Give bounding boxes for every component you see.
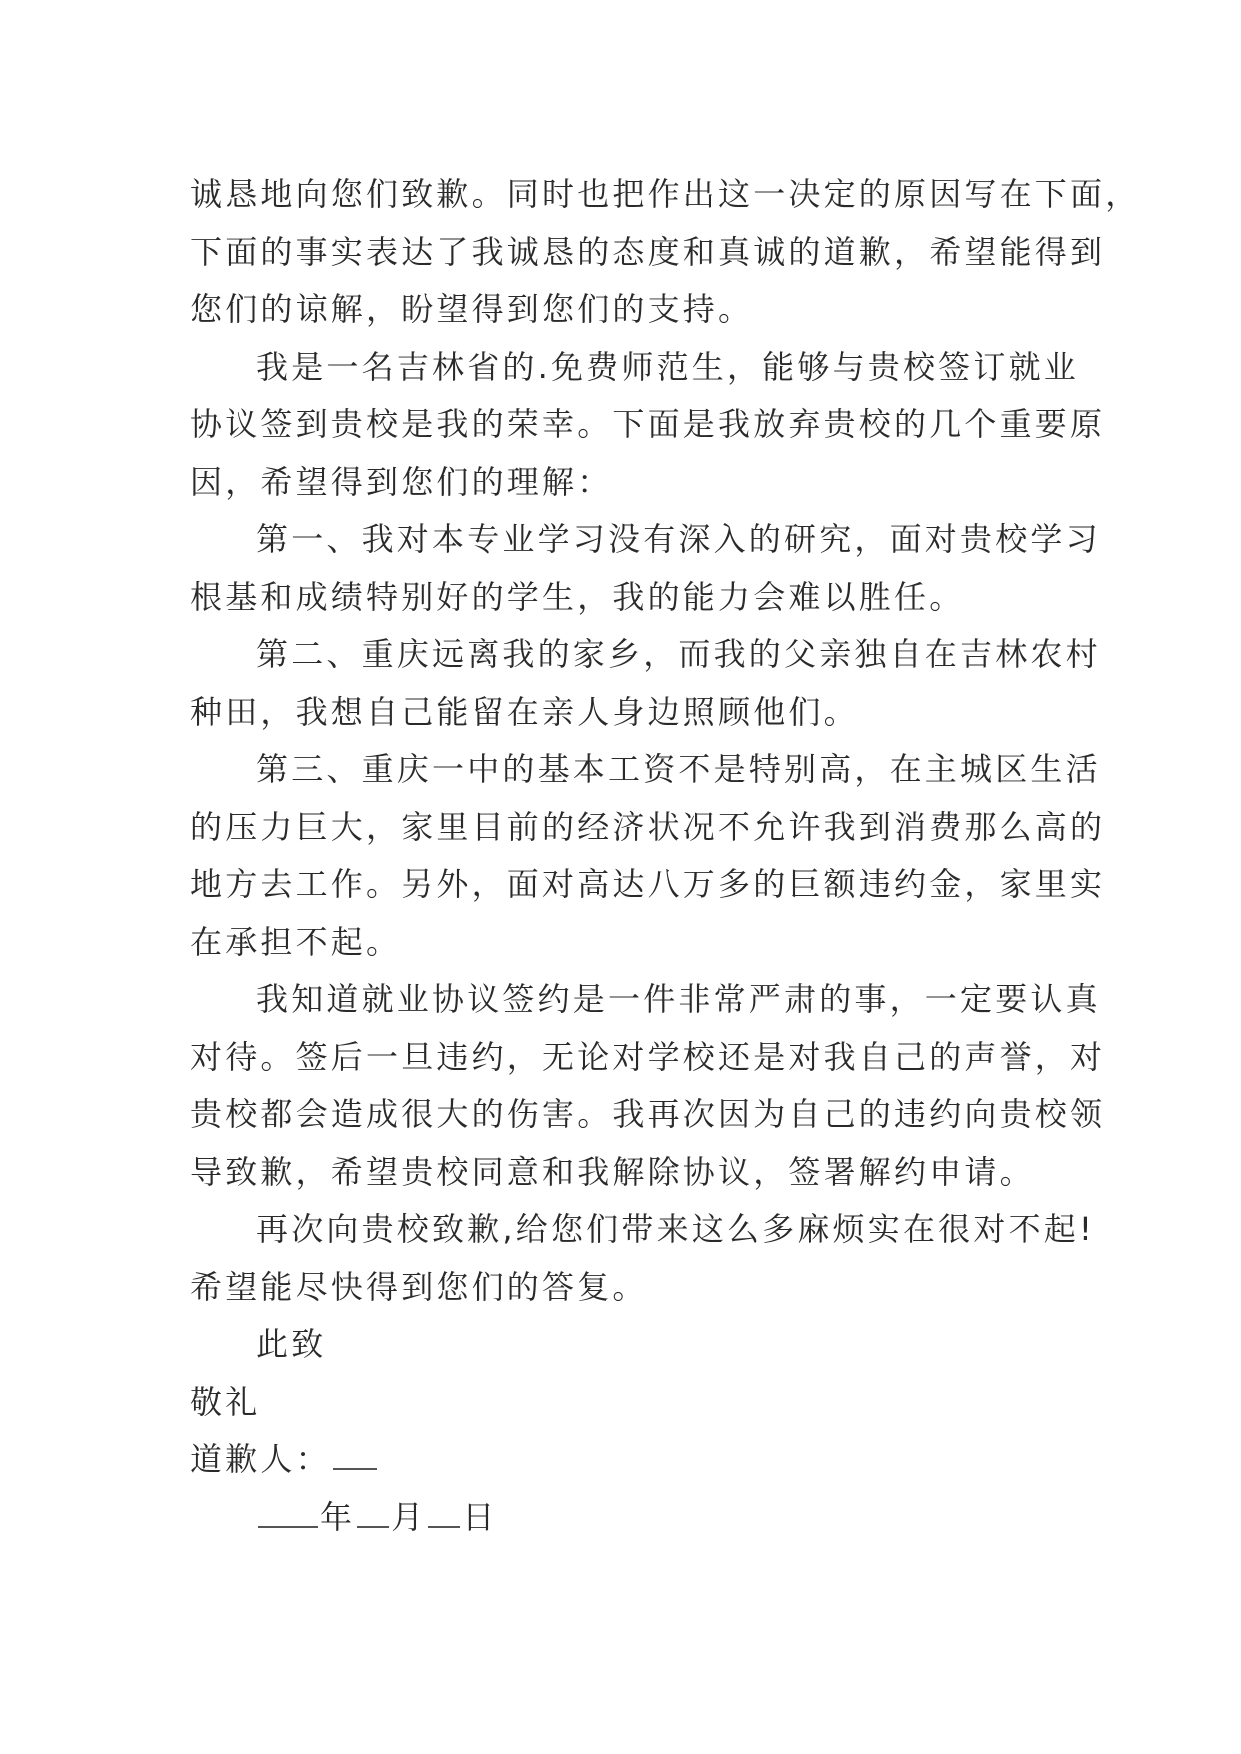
date-year-label: 年	[320, 1497, 356, 1536]
paragraph	[190, 971, 1106, 1201]
text-line: 导致歉，希望贵校同意和我解除协议，签署解约申请。	[190, 1152, 1035, 1191]
closing-regards: 敬礼	[190, 1382, 261, 1421]
date-month-label: 月	[391, 1497, 427, 1536]
closing-salutation: 此致	[256, 1325, 327, 1363]
signer-label: 道歉人：	[190, 1440, 331, 1478]
text-line: 再次向贵校致歉,给您们带来这么多麻烦实在很对不起!	[256, 1210, 1096, 1248]
signer-line	[190, 1431, 1085, 1489]
document-body	[190, 166, 1141, 1546]
closing-block	[190, 1316, 1085, 1546]
text-line: 您们的谅解，盼望得到您们的支持。	[190, 290, 754, 328]
text-line: 第一、我对本专业学习没有深入的研究，面对贵校学习	[256, 520, 1101, 558]
text-line: 对待。签后一旦违约，无论对学校还是对我自己的声誉，对	[190, 1037, 1106, 1076]
text-line: 的压力巨大，家里目前的经济状况不允许我到消费那么高的	[190, 807, 1106, 846]
text-line: 希望能尽快得到您们的答复。	[190, 1267, 648, 1306]
paragraph	[190, 166, 1141, 339]
text-line: 协议签到贵校是我的荣幸。下面是我放弃贵校的几个重要原	[190, 405, 1106, 443]
text-line: 因，希望得到您们的理解：	[190, 462, 613, 501]
paragraph	[190, 339, 1106, 512]
date-line	[190, 1489, 1085, 1547]
text-line: 根基和成绩特别好的学生，我的能力会难以胜任。	[190, 577, 965, 616]
text-line: 贵校都会造成很大的伤害。我再次因为自己的违约向贵校领	[190, 1095, 1106, 1133]
signer-blank	[333, 1438, 377, 1470]
text-line: 我知道就业协议签约是一件非常严肃的事，一定要认真	[256, 980, 1101, 1018]
text-line: 第二、重庆远离我的家乡，而我的父亲独自在吉林农村	[256, 635, 1101, 673]
date-day-label: 日	[462, 1497, 498, 1536]
day-blank	[428, 1496, 460, 1528]
text-line: 第三、重庆一中的基本工资不是特别高，在主城区生活	[256, 750, 1101, 788]
text-line: 种田，我想自己能留在亲人身边照顾他们。	[190, 692, 859, 731]
paragraph	[190, 626, 1101, 741]
text-line: 我是一名吉林省的.免费师范生，能够与贵校签订就业	[256, 347, 1079, 386]
text-line: 地方去工作。另外，面对高达八万多的巨额违约金，家里实	[190, 865, 1106, 903]
paragraph	[190, 741, 1106, 971]
month-blank	[357, 1496, 389, 1528]
paragraph	[190, 511, 1101, 626]
paragraph	[190, 1201, 1096, 1316]
text-line: 诚恳地向您们致歉。同时也把作出这一决定的原因写在下面，	[190, 175, 1141, 213]
year-blank	[258, 1496, 318, 1528]
text-line: 下面的事实表达了我诚恳的态度和真诚的道歉，希望能得到	[190, 232, 1106, 271]
text-line: 在承担不起。	[190, 922, 402, 961]
